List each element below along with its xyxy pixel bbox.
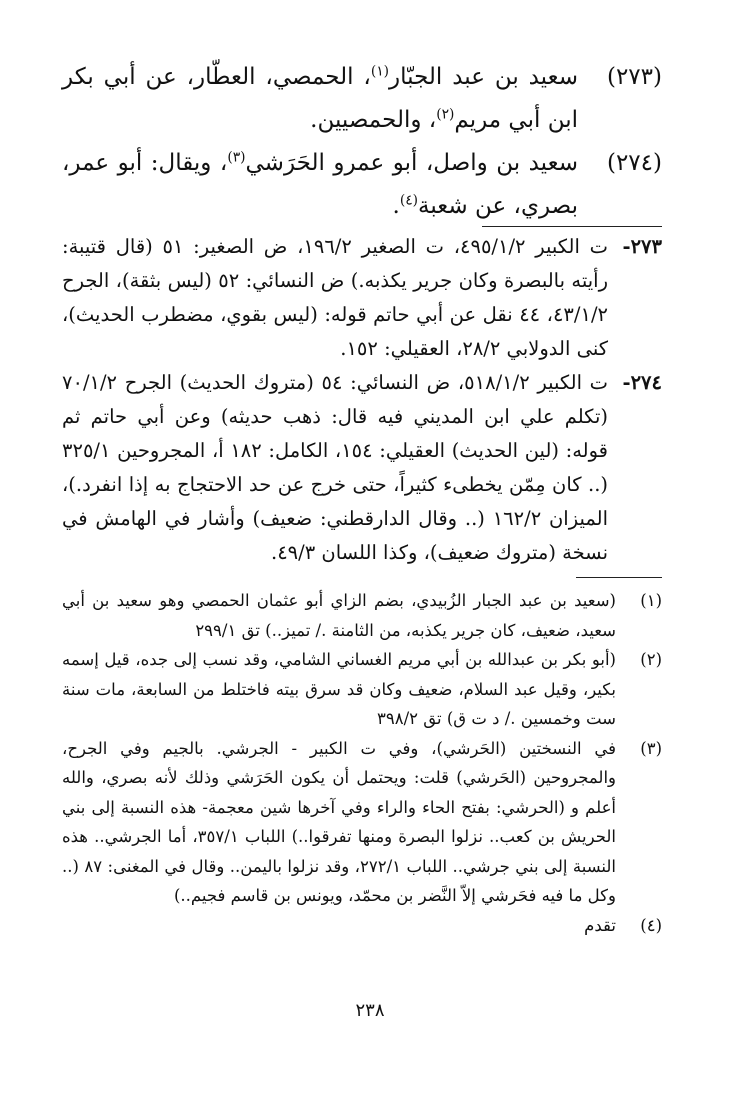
footnote-4 bbox=[62, 911, 662, 941]
footnote-number: (١) bbox=[640, 591, 662, 610]
entry-274 bbox=[62, 142, 662, 228]
commentary-273 bbox=[62, 230, 662, 366]
commentary-number: ٢٧٣- bbox=[622, 235, 662, 258]
commentary-274 bbox=[62, 366, 662, 570]
footnote-text: (سعيد بن عبد الجبار الزُبيدي، بضم الزاي أبو عثمان الحمصي وهو سعيد بن أبي سعيد، ضعيف، كان جرير يكذبه، من الثامنة ./ تميز..) تق ٢٩٩/١ bbox=[62, 591, 616, 640]
footnote-1 bbox=[62, 586, 662, 645]
footnote-ref: (٣) bbox=[227, 149, 246, 166]
entry-text bbox=[62, 56, 578, 142]
footnote-ref: (٢) bbox=[436, 106, 455, 123]
footnote-number: (٣) bbox=[640, 738, 662, 758]
main-entries bbox=[62, 56, 662, 228]
footnote-number: (٤) bbox=[640, 915, 662, 935]
footnote-ref: (٤) bbox=[399, 192, 419, 209]
entry-text-part: سعيد بن واصل، أبو عمرو الحَرَشي bbox=[245, 150, 578, 176]
commentary-text: ت الكبير ٥١٨/١/٢، ض النسائي: ٥٤ (متروك الحديث) الجرح ٧٠/١/٢ (تكلم علي ابن المديني فيه قال: ذهب حديثه) وعن أبي حاتم ثم قوله: (لين الحديث) العقيلي: ١٥٤، الكامل: ١٨٢ أ، المجروحين ٣٢٥/١ (.. كان مِمّن يخطىء كثيراً، حتى خرج عن حد الاحتجاج به إذا انفرد.)، الميزان ١٦٢/٢ (.. وقال الدارقطني: ضعيف) وأشار في الهامش في نسخة (متروك ضعيف)، وكذا اللسان ٤٩/٣. bbox=[62, 371, 608, 564]
footnote-divider bbox=[576, 577, 662, 578]
entry-text-part: . bbox=[392, 193, 400, 219]
page-number: ٢٣٨ bbox=[355, 1000, 385, 1021]
entry-text-part: ، الحمصي، العطّار، عن أبي بكر ابن أبي مريم bbox=[62, 64, 578, 133]
entry-text-part: ، ويقال: أبو عمر، بصري، عن شعبة bbox=[62, 150, 578, 219]
entry-text-part: ، والحمصيين. bbox=[310, 107, 437, 133]
footnote-text: في النسختين (الحَرشي)، وفي ت الكبير - الجرشي. بالجيم وفي الجرح، والمجروحين (الحَرشي) قلت: ويحتمل أن يكون الحَرَشي وذلك لأنه بصري، والله أعلم و (الحرشي: بفتح الحاء والراء وفي آخرها شين معجمة- هذه النسبة إلى بني الحريش بن كعب.. نزلوا البصرة ومنها تفرقوا..) اللباب ٣٥٧/١، أما الجرشي.. هذه النسبة إلى بني جرشي.. اللباب ٢٧٢/١، وقد نزلوا باليمن.. وقال في المغنى: ٨٧ (.. وكل ما فيه فحَرشي إلاّ النَّضر بن محمّد، ويونس بن قاسم فجيم..) bbox=[62, 738, 617, 905]
footnote-2 bbox=[62, 645, 662, 734]
commentary-text: ت الكبير ٤٩٥/١/٢، ت الصغير ١٩٦/٢، ض الصغير: ٥١ (قال قتيبة: رأيته بالبصرة وكان جرير يكذبه.) ض النسائي: ٥٢ (ليس بثقة)، الجرح ٤٣/١/٢، ٤٤ نقل عن أبي حاتم قوله: (ليس بقوي، مضطرب الحديث)، كنى الدولابي ٢٨/٢، العقيلي: ١٥٢. bbox=[62, 235, 608, 360]
commentary-number: ٢٧٤- bbox=[622, 371, 662, 394]
footnote-text: (أبو بكر بن عبدالله بن أبي مريم الغساني الشامي، وقد نسب إلى جده، قيل إسمه بكير، وقيل عبد السلام، ضعيف وكان قد سرق بيته فاختلط من السابعة، مات سنة ست وخمسين ./ د ت ق) تق ٣٩٨/٢ bbox=[62, 650, 616, 728]
footnote-ref: (١) bbox=[370, 63, 390, 80]
footnote-number: (٢) bbox=[640, 650, 662, 669]
footnote-3 bbox=[62, 734, 662, 911]
entry-number: (٢٧٤) bbox=[606, 150, 662, 176]
entry-text-part: سعيد بن عبد الجبّار bbox=[389, 64, 578, 90]
commentary-section bbox=[62, 230, 662, 570]
entry-number: (٢٧٣) bbox=[606, 64, 662, 90]
section-divider bbox=[482, 226, 662, 227]
entry-273 bbox=[62, 56, 662, 142]
footnote-text: تقدم bbox=[584, 915, 616, 935]
entry-text bbox=[62, 142, 578, 228]
footnotes-section bbox=[62, 586, 662, 940]
